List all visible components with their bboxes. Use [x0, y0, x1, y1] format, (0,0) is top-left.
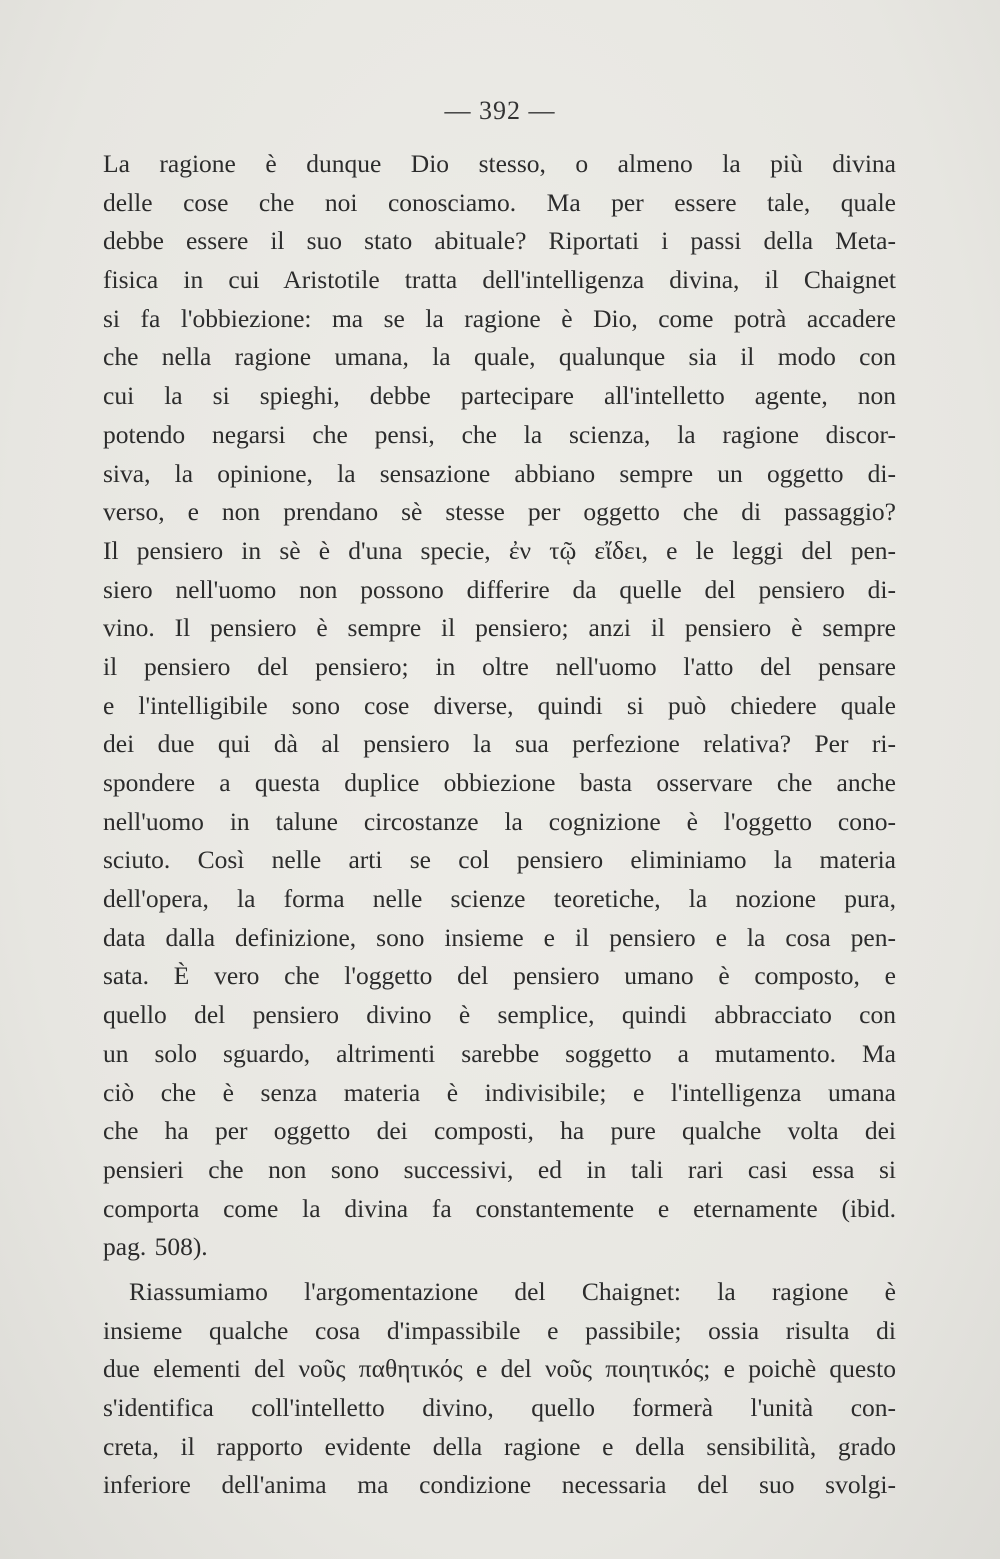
text-line: siero nell'uomo non possono differire da quelle del pensiero di- — [103, 574, 896, 604]
paragraph-2 — [103, 1273, 896, 1505]
paragraph-1 — [103, 145, 896, 1267]
text-line: Il pensiero in sè è d'una specie, ἐν τῷ εἴδει, e le leggi del pen- — [103, 535, 896, 565]
text-line: quello del pensiero divino è semplice, quindi abbracciato con — [103, 1000, 896, 1030]
text-line: il pensiero del pensiero; in oltre nell'uomo l'atto del pensare — [103, 651, 896, 681]
text-line: pensieri che non sono successivi, ed in tali rari casi essa si — [103, 1154, 896, 1184]
text-line: sciuto. Così nelle arti se col pensiero eliminiamo la materia — [103, 845, 896, 875]
text-line: delle cose che noi conosciamo. Ma per essere tale, quale — [103, 187, 896, 217]
text-line: vino. Il pensiero è sempre il pensiero; anzi il pensiero è sempre — [103, 613, 896, 643]
text-line: che nella ragione umana, la quale, qualunque sia il modo con — [103, 342, 896, 372]
text-line: sata. È vero che l'oggetto del pensiero umano è composto, e — [103, 961, 896, 991]
text-line: fisica in cui Aristotile tratta dell'intelligenza divina, il Chaignet — [103, 265, 896, 295]
text-line: e l'intelligibile sono cose diverse, quindi si può chiedere quale — [103, 690, 896, 720]
text-line: cui la si spieghi, debbe partecipare all'intelletto agente, non — [103, 381, 896, 411]
text-line: nell'uomo in talune circostanze la cognizione è l'oggetto cono- — [103, 806, 896, 836]
text-line: creta, il rapporto evidente della ragione e della sensibilità, grado — [103, 1431, 896, 1461]
text-line: spondere a questa duplice obbiezione basta osservare che anche — [103, 768, 896, 797]
text-line: che ha per oggetto dei composti, ha pure qualche volta dei — [103, 1116, 896, 1146]
text-line: debbe essere il suo stato abituale? Riportati i passi della Meta- — [103, 226, 896, 256]
text-line: si fa l'obbiezione: ma se la ragione è Dio, come potrà accadere — [103, 303, 896, 333]
text-line: potendo negarsi che pensi, che la scienza, la ragione discor- — [103, 419, 896, 449]
text-line: inferiore dell'anima ma condizione necessaria del suo svolgi- — [103, 1470, 896, 1500]
body-text — [103, 145, 896, 1505]
page-number: — 392 — — [444, 96, 556, 125]
text-line: comporta come la divina fa constantemente e eternamente (ibid. — [103, 1193, 896, 1223]
text-line: dell'opera, la forma nelle scienze teoretiche, la nozione pura, — [103, 884, 896, 914]
text-line: data dalla definizione, sono insieme e il pensiero e la cosa pen- — [103, 922, 896, 952]
text-line: Riassumiamo l'argomentazione del Chaignet: la ragione è — [129, 1276, 896, 1306]
text-line: un solo sguardo, altrimenti sarebbe soggetto a mutamento. Ma — [103, 1038, 896, 1068]
text-line: due elementi del νοῦς παθητικός e del νοῦς ποιητικός; e poichè questo — [103, 1354, 896, 1384]
text-line: pag. 508). — [103, 1232, 208, 1262]
text-line: verso, e non prendano sè stesse per oggetto che di passaggio? — [103, 497, 896, 527]
text-line: siva, la opinione, la sensazione abbiano sempre un oggetto di- — [103, 458, 896, 488]
text-line: s'identifica coll'intelletto divino, quello formerà l'unità con- — [103, 1393, 896, 1422]
text-line: insieme qualche cosa d'impassibile e passibile; ossia risulta di — [103, 1315, 896, 1345]
text-line: ciò che è senza materia è indivisibile; e l'intelligenza umana — [103, 1077, 896, 1107]
text-line: La ragione è dunque Dio stesso, o almeno la più divina — [103, 149, 896, 178]
text-line: dei due qui dà al pensiero la sua perfezione relativa? Per ri- — [103, 729, 896, 759]
